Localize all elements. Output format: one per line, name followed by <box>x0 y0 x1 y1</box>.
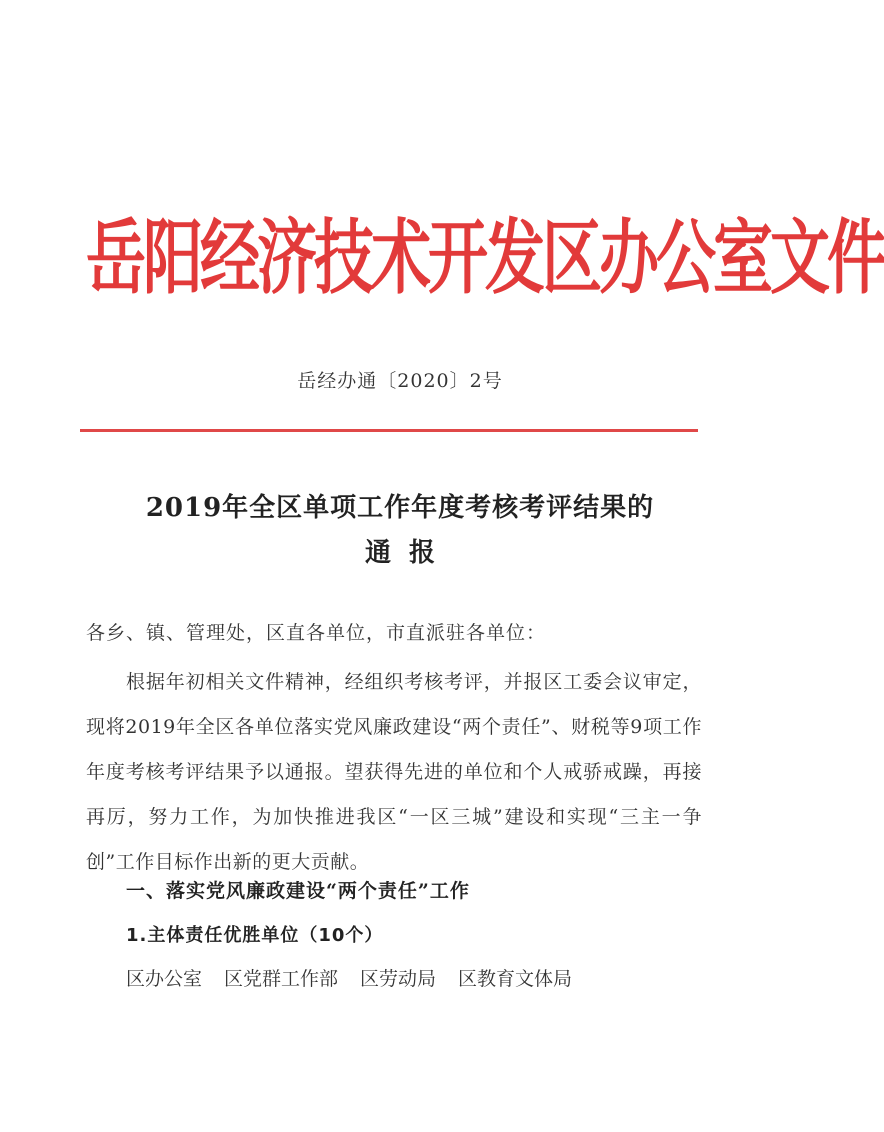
unit-item: 区办公室 <box>126 968 203 990</box>
salutation: 各乡、镇、管理处，区直各单位，市直派驻各单位： <box>86 622 547 644</box>
body-paragraph: 根据年初相关文件精神，经组织考核考评，并报区工委会议审定，现将2019年全区各单位落实党风廉政建设“两个责任”、财税等9项工作年度考核考评结果予以通报。望获得先进的单位和个人戒骄戒躁，再接再厉，努力工作，为加快推进我区“一区三城”建设和实现“三主一争创”工作目标作出新的更大贡献。 <box>86 671 702 873</box>
issuer-header-title: 岳阳经济技术开发区办公室文件 <box>86 211 884 306</box>
red-divider-line <box>80 429 698 432</box>
document-title-line-1: 2019年全区单项工作年度考核考评结果的 <box>145 493 655 523</box>
unit-item: 区党群工作部 <box>224 968 339 990</box>
subsection-heading-1: 1.主体责任优胜单位（10个） <box>126 925 384 946</box>
unit-item: 区劳动局 <box>360 968 437 990</box>
section-heading-1: 一、落实党风廉政建设“两个责任”工作 <box>126 880 470 902</box>
document-title-line-2: 通报 <box>364 538 453 568</box>
winning-units-list <box>126 964 572 991</box>
document-number: 岳经办通〔2020〕2号 <box>297 370 503 392</box>
unit-item: 区教育文体局 <box>458 968 573 990</box>
